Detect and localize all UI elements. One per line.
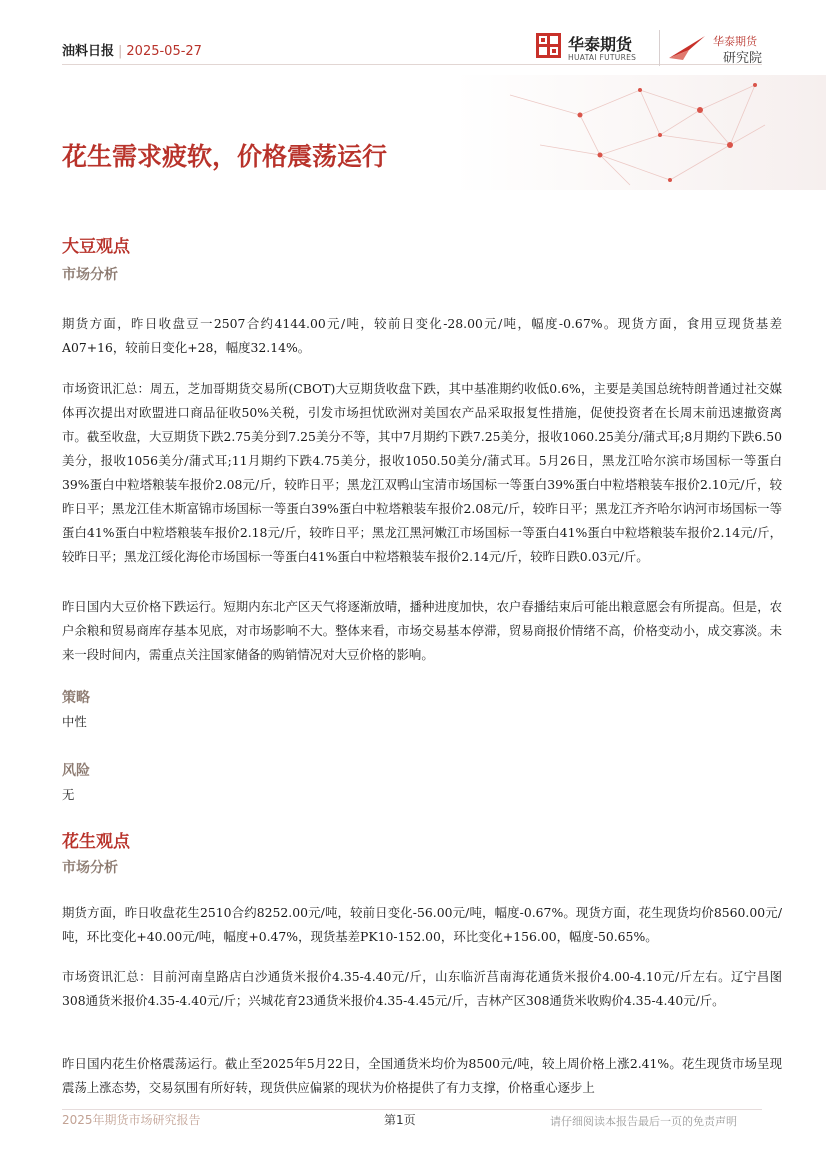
risk-value: 无 [62,787,75,802]
soybean-paragraph-outlook [62,595,782,667]
page-footer [0,1100,826,1169]
peanut-market-analysis-heading: 市场分析 [62,860,118,876]
risk-heading: 风险 [62,763,90,779]
soybean-futures-text: 期货方面，昨日收盘豆一2507合约4144.00元/吨，较前日变化-28.00元/吨，幅度-0.67%。现货方面，食用豆现货基差A07+16，较前日变化+28，幅度32.14%。 [62,316,782,355]
soybean-paragraph-futures [62,312,782,360]
soybean-risk [62,759,782,807]
peanut-paragraph-outlook [62,1052,782,1098]
report-title: 花生需求疲软，价格震荡运行 [62,142,388,171]
soybean-section [62,233,782,287]
institute-line2: 研究院 [723,51,763,66]
logo-cn-text: 华泰期货 [568,35,633,54]
peanut-heading: 花生观点 [62,832,130,852]
logo-en-text: HUATAI FUTURES [568,53,637,62]
report-name: 油料日报 [62,44,115,59]
strategy-value: 中性 [62,714,87,729]
header-divider [62,64,762,65]
peanut-paragraph-news [62,965,782,1013]
page-header [0,0,826,190]
soybean-news-text: 市场资讯汇总：周五，芝加哥期货交易所(CBOT)大豆期货收盘下跌，其中基准期约收低0.6%，主要是美国总统特朗普通过社交媒体再次提出对欧盟进口商品征收50%关税，引发市场担忧欧洲对美国农产品采取报复性措施，促使投资者在长周末前迅速撤资离市。截至收盘，大豆期货下跌2.75美分到7.25美分不等，其中7月期约下跌7.25美分，报收1060.25美分/蒲式耳;8月期约下跌6.50美分，报收1056美分/蒲式耳;11月期约下跌4.75美分，报收1050.50美分/蒲式耳。5月26日，黑龙江哈尔滨市场国标一等蛋白39%蛋白中粒塔粮装车报价2.08元/斤，较昨日平；黑龙江双鸭山宝清市场国标一等蛋白39%蛋白中粒塔粮装车报价2.10元/斤，较昨日平；黑龙江佳木斯富锦市场国标一等蛋白39%蛋白中粒塔粮装车报价2.08元/斤，较昨日平；黑龙江齐齐哈尔讷河市场国标一等蛋白41%蛋白中粒塔粮装车报价2.18元/斤，较昨日平；黑龙江黑河嫩江市场国标一等蛋白41%蛋白中粒塔粮装车报价2.14元/斤，较昨日平；黑龙江绥化海伦市场国标一等蛋白41%蛋白中粒塔粮装车报价2.14元/斤，较昨日跌0.03元/斤。 [62,381,782,564]
soybean-heading: 大豆观点 [62,237,130,257]
institute-line1: 华泰期货 [713,35,757,48]
footer-report-series: 2025年期货市场研究报告 [62,1113,201,1127]
peanut-news-text: 市场资讯汇总：目前河南皇路店白沙通货米报价4.35-4.40元/斤，山东临沂莒南海花通货米报价4.00-4.10元/斤左右。辽宁昌图308通货米报价4.35-4.40元/斤；兴城花育23通货米报价4.35-4.45元/斤，吉林产区308通货米收购价4.35-4.40元/斤。 [62,969,782,1008]
footer-divider [62,1109,762,1110]
soybean-market-analysis-heading: 市场分析 [62,267,118,283]
soybean-paragraph-news [62,377,782,569]
disclaimer-note: 请仔细阅读本报告最后一页的免责声明 [550,1115,737,1128]
strategy-heading: 策略 [62,690,90,706]
page-number: 第1页 [384,1113,416,1127]
logo-divider [659,30,660,66]
peanut-section [62,828,782,880]
peanut-outlook-text: 昨日国内花生价格震荡运行。截止至2025年5月22日，全国通货米均价为8500元/吨，较上周价格上涨2.41%。花生现货市场呈现震荡上涨态势，交易氛围有所好转，现货供应偏紧的现状为价格提供了有力支撑，价格重心逐步上 [62,1056,782,1095]
research-institute-logo [667,30,777,68]
peanut-paragraph-futures [62,901,782,949]
institute-logo-icon [667,32,707,64]
peanut-futures-text: 期货方面，昨日收盘花生2510合约8252.00元/吨，较前日变化-56.00元/吨，幅度-0.67%。现货方面，花生现货均价8560.00元/吨，环比变化+40.00元/吨，幅度+0.47%，现货基差PK10-152.00，环比变化+156.00，幅度-50.65%。 [62,905,782,944]
huatai-futures-logo [536,30,656,68]
report-label [62,40,202,59]
report-date: 2025-05-27 [126,44,202,59]
soybean-outlook-text: 昨日国内大豆价格下跌运行。短期内东北产区天气将逐渐放晴，播种进度加快，农户春播结束后可能出粮意愿会有所提高。但是，农户余粮和贸易商库存基本见底，对市场影响不大。整体来看，市场交易基本停滞，贸易商报价情绪不高，价格变动小，成交寡淡。未来一段时间内，需重点关注国家储备的购销情况对大豆价格的影响。 [62,599,782,662]
network-decoration [470,75,770,190]
header-separator: | [118,44,123,59]
huatai-logo-icon [536,33,561,58]
soybean-strategy [62,686,782,734]
